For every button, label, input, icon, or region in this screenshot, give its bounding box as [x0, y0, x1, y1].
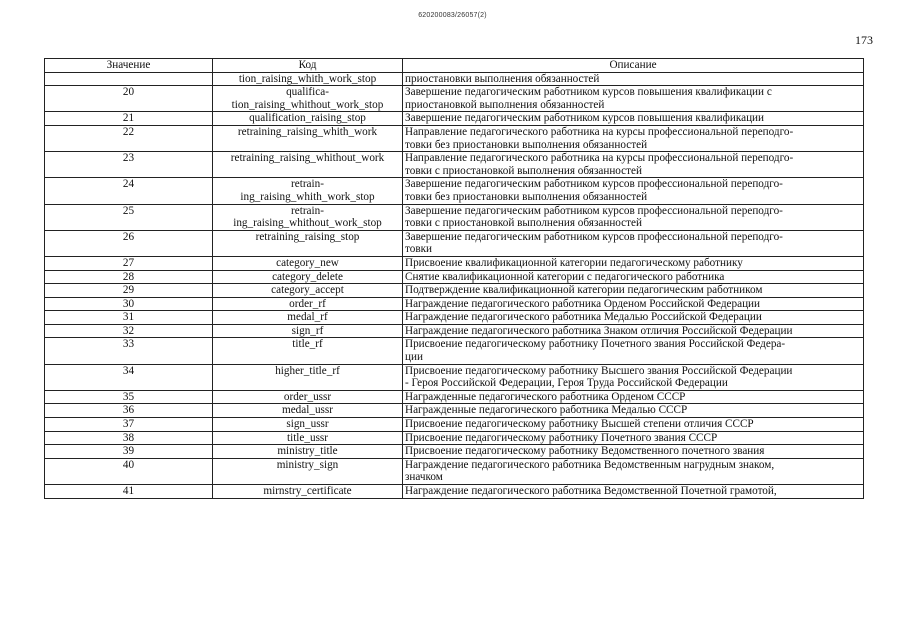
- table-row: [45, 431, 864, 445]
- codes-table: [44, 58, 864, 499]
- cell-value: [45, 72, 213, 86]
- cell-code: qualification_raising_stop: [213, 112, 403, 126]
- cell-value: 24: [45, 178, 213, 204]
- cell-description: Награждение педагогического работника Ведомственной Почетной грамотой,: [403, 485, 864, 499]
- page-number: 173: [855, 33, 873, 47]
- cell-description: Присвоение квалификационной категории педагогическому работнику: [403, 256, 864, 270]
- cell-code: category_accept: [213, 284, 403, 298]
- cell-description: Подтверждение квалификационной категории педагогическим работником: [403, 284, 864, 298]
- table-row: [45, 72, 864, 86]
- cell-description: Направление педагогического работника на курсы профессиональной переподго- товки без приостановки выполнения обязанностей: [403, 125, 864, 151]
- cell-description: Завершение педагогическим работником курсов повышения квалификации: [403, 112, 864, 126]
- document-id: 620200083/26057(2): [418, 12, 487, 19]
- table-row: [45, 297, 864, 311]
- cell-description: Награжденные педагогического работника Медалью СССР: [403, 404, 864, 418]
- table-row: [45, 338, 864, 364]
- table-header-row: [45, 59, 864, 73]
- table-row: [45, 404, 864, 418]
- cell-code: order_ussr: [213, 390, 403, 404]
- table-row: [45, 270, 864, 284]
- cell-code: ministry_sign: [213, 458, 403, 484]
- cell-value: 29: [45, 284, 213, 298]
- cell-code: title_ussr: [213, 431, 403, 445]
- cell-value: 34: [45, 364, 213, 390]
- cell-code: retraining_raising_stop: [213, 230, 403, 256]
- cell-description: Присвоение педагогическому работнику Высшего звания Российской Федерации - Героя Российской Федерации, Героя Труда Российской Федерации: [403, 364, 864, 390]
- cell-code: title_rf: [213, 338, 403, 364]
- cell-description: приостановки выполнения обязанностей: [403, 72, 864, 86]
- cell-description: Присвоение педагогическому работнику Высшей степени отличия СССР: [403, 418, 864, 432]
- header-code: Код: [213, 59, 403, 73]
- cell-value: 23: [45, 152, 213, 178]
- cell-value: 30: [45, 297, 213, 311]
- cell-value: 36: [45, 404, 213, 418]
- cell-code: tion_raising_whith_work_stop: [213, 72, 403, 86]
- cell-code: ministry_title: [213, 445, 403, 459]
- table-row: [45, 390, 864, 404]
- cell-value: 37: [45, 418, 213, 432]
- cell-description: Завершение педагогическим работником курсов профессиональной переподго- товки без приостановки выполнения обязанностей: [403, 178, 864, 204]
- cell-description: Награжденные педагогического работника Орденом СССР: [403, 390, 864, 404]
- cell-value: 38: [45, 431, 213, 445]
- cell-code: retraining_raising_whithout_work: [213, 152, 403, 178]
- cell-value: 20: [45, 86, 213, 112]
- table-row: [45, 178, 864, 204]
- cell-code: medal_rf: [213, 311, 403, 325]
- cell-description: Завершение педагогическим работником курсов повышения квалификации с приостановкой выполнения обязанностей: [403, 86, 864, 112]
- table-row: [45, 230, 864, 256]
- table-row: [45, 125, 864, 151]
- cell-code: sign_ussr: [213, 418, 403, 432]
- cell-code: medal_ussr: [213, 404, 403, 418]
- table-row: [45, 445, 864, 459]
- cell-description: Завершение педагогическим работником курсов профессиональной переподго- товки с приостановкой выполнения обязанностей: [403, 204, 864, 230]
- table-row: [45, 284, 864, 298]
- cell-value: 41: [45, 485, 213, 499]
- cell-value: 31: [45, 311, 213, 325]
- cell-description: Направление педагогического работника на курсы профессиональной переподго- товки с приостановкой выполнения обязанностей: [403, 152, 864, 178]
- table-row: [45, 204, 864, 230]
- cell-description: Присвоение педагогическому работнику Ведомственного почетного звания: [403, 445, 864, 459]
- cell-description: Награждение педагогического работника Орденом Российской Федерации: [403, 297, 864, 311]
- cell-value: 22: [45, 125, 213, 151]
- cell-code: qualifica- tion_raising_whithout_work_stop: [213, 86, 403, 112]
- cell-value: 32: [45, 324, 213, 338]
- cell-value: 27: [45, 256, 213, 270]
- cell-code: retrain- ing_raising_whith_work_stop: [213, 178, 403, 204]
- header-description: Описание: [403, 59, 864, 73]
- cell-description: Присвоение педагогическому работнику Почетного звания СССР: [403, 431, 864, 445]
- table-row: [45, 364, 864, 390]
- cell-value: 28: [45, 270, 213, 284]
- cell-description: Присвоение педагогическому работнику Почетного звания Российской Федера- ции: [403, 338, 864, 364]
- cell-value: 39: [45, 445, 213, 459]
- cell-value: 25: [45, 204, 213, 230]
- cell-value: 40: [45, 458, 213, 484]
- header-value: Значение: [45, 59, 213, 73]
- cell-value: 21: [45, 112, 213, 126]
- cell-value: 26: [45, 230, 213, 256]
- cell-description: Награждение педагогического работника Медалью Российской Федерации: [403, 311, 864, 325]
- cell-code: retraining_raising_whith_work: [213, 125, 403, 151]
- cell-code: category_new: [213, 256, 403, 270]
- table-row: [45, 256, 864, 270]
- cell-description: Награждение педагогического работника Ведомственным нагрудным знаком, значком: [403, 458, 864, 484]
- table-row: [45, 112, 864, 126]
- table-row: [45, 311, 864, 325]
- cell-value: 35: [45, 390, 213, 404]
- table-row: [45, 152, 864, 178]
- table-row: [45, 324, 864, 338]
- cell-description: Награждение педагогического работника Знаком отличия Российской Федерации: [403, 324, 864, 338]
- cell-code: higher_title_rf: [213, 364, 403, 390]
- cell-value: 33: [45, 338, 213, 364]
- table-row: [45, 418, 864, 432]
- cell-code: retrain- ing_raising_whithout_work_stop: [213, 204, 403, 230]
- cell-code: order_rf: [213, 297, 403, 311]
- table-row: [45, 485, 864, 499]
- cell-code: mirnstry_certificate: [213, 485, 403, 499]
- cell-description: Снятие квалификационной категории с педагогического работника: [403, 270, 864, 284]
- table-row: [45, 86, 864, 112]
- cell-code: sign_rf: [213, 324, 403, 338]
- table-row: [45, 458, 864, 484]
- cell-description: Завершение педагогическим работником курсов профессиональной переподго- товки: [403, 230, 864, 256]
- cell-code: category_delete: [213, 270, 403, 284]
